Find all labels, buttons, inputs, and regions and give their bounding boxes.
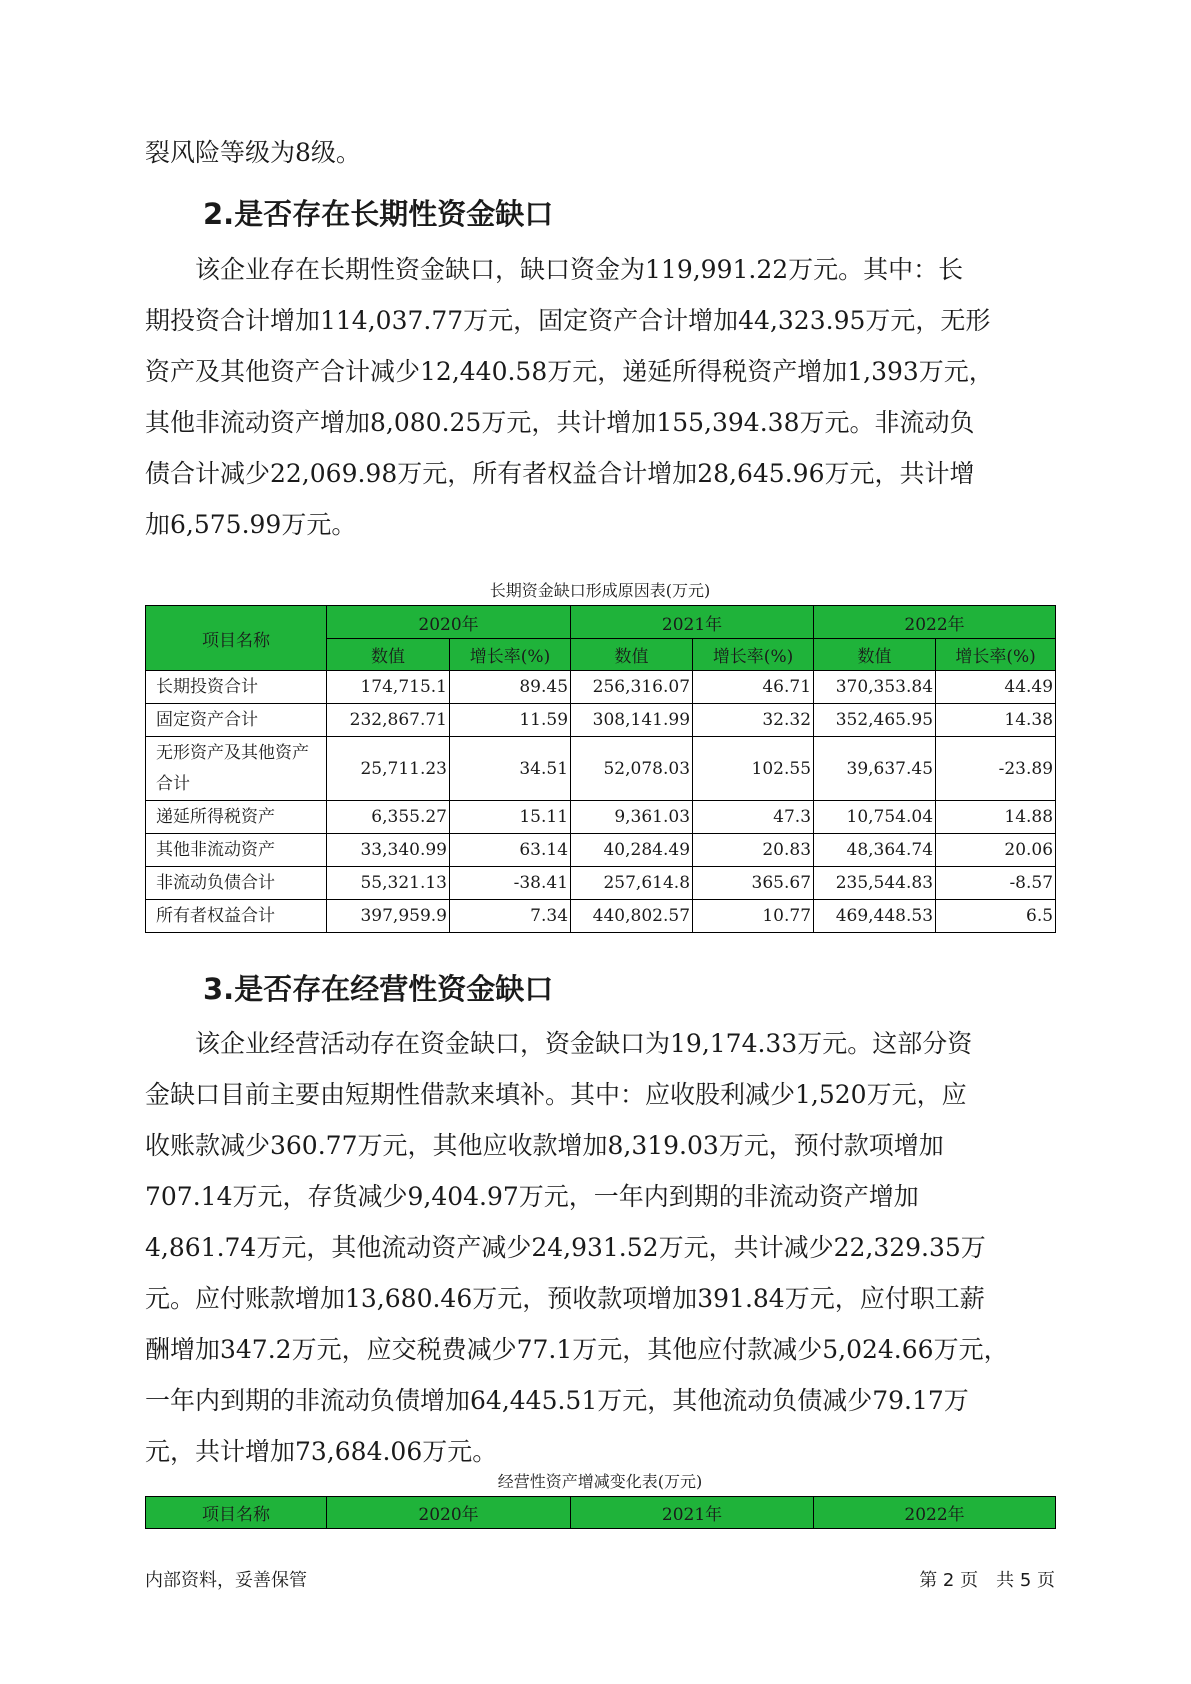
cell-value: 33,340.99 [327,834,450,867]
cell-value: 40,284.49 [571,834,693,867]
cell-growth: 6.5 [936,900,1056,933]
operating-assets-change-table [145,1496,1056,1529]
cell-growth: 89.45 [450,671,571,704]
header-growth-rate: 增长率(%) [936,639,1056,671]
cell-value: 10,754.04 [814,801,936,834]
cell-growth: 20.06 [936,834,1056,867]
cell-value: 235,544.83 [814,867,936,900]
cell-growth: -8.57 [936,867,1056,900]
row-name: 所有者权益合计 [146,900,327,933]
cell-value: 174,715.1 [327,671,450,704]
text-line: 该企业经营活动存在资金缺口，资金缺口为19,174.33万元。这部分资 [145,1029,973,1058]
cell-value: 52,078.03 [571,737,693,801]
text-line: 资产及其他资产合计减少12,440.58万元，递延所得税资产增加1,393万元， [145,357,994,386]
cell-value: 48,364.74 [814,834,936,867]
cell-value: 397,959.9 [327,900,450,933]
header-year-2021: 2021年 [571,1497,814,1529]
header-year-2020: 2020年 [327,1497,571,1529]
text-line: 一年内到期的非流动负债增加64,445.51万元，其他流动负债减少79.17万 [145,1386,969,1415]
section-2-heading: 2.是否存在长期性资金缺口 [203,197,554,231]
cell-value: 9,361.03 [571,801,693,834]
cell-value: 308,141.99 [571,704,693,737]
cell-growth: 11.59 [450,704,571,737]
table-row [146,834,1056,867]
text-line: 加6,575.99万元。 [145,510,357,539]
cell-growth: 44.49 [936,671,1056,704]
cell-growth: 32.32 [693,704,814,737]
footer-confidential-note: 内部资料，妥善保管 [145,1570,307,1591]
cell-growth: 14.88 [936,801,1056,834]
row-name: 递延所得税资产 [146,801,327,834]
cell-value: 352,465.95 [814,704,936,737]
section-2-paragraph [145,244,1045,550]
cell-growth: 46.71 [693,671,814,704]
row-name: 长期投资合计 [146,671,327,704]
row-name: 其他非流动资产 [146,834,327,867]
row-name: 固定资产合计 [146,704,327,737]
cell-growth: 63.14 [450,834,571,867]
cell-growth: 7.34 [450,900,571,933]
header-year-2022: 2022年 [814,606,1056,639]
text-line: 酬增加347.2万元，应交税费减少77.1万元，其他应付款减少5,024.66万元， [145,1335,1009,1364]
text-line: 元，共计增加73,684.06万元。 [145,1437,498,1466]
cell-growth: 47.3 [693,801,814,834]
header-item-name: 项目名称 [146,606,327,671]
table-2-caption: 经营性资产增减变化表(万元) [497,1472,703,1491]
cell-growth: 10.77 [693,900,814,933]
table-row [146,867,1056,900]
cell-growth: 20.83 [693,834,814,867]
header-value: 数值 [814,639,936,671]
table-row [146,737,1056,801]
header-growth-rate: 增长率(%) [693,639,814,671]
cell-growth: -38.41 [450,867,571,900]
text-line: 其他非流动资产增加8,080.25万元，共计增加155,394.38万元。非流动负 [145,408,975,437]
text-line: 收账款减少360.77万元，其他应收款增加8,319.03万元，预付款项增加 [145,1131,944,1160]
header-value: 数值 [327,639,450,671]
table-row [146,801,1056,834]
cell-growth: 365.67 [693,867,814,900]
text-line: 裂风险等级为8级。 [145,138,361,167]
cell-value: 55,321.13 [327,867,450,900]
table-row [146,671,1056,704]
cell-value: 469,448.53 [814,900,936,933]
footer-page-number: 第 2 页 共 5 页 [919,1570,1055,1591]
cell-growth: 34.51 [450,737,571,801]
text-line: 4,861.74万元，其他流动资产减少24,931.52万元，共计减少22,329.35万 [145,1233,986,1262]
cell-value: 25,711.23 [327,737,450,801]
cell-growth: 15.11 [450,801,571,834]
text-line: 元。应付账款增加13,680.46万元，预收款项增加391.84万元，应付职工薪 [145,1284,985,1313]
header-value: 数值 [571,639,693,671]
table-1-caption: 长期资金缺口形成原因表(万元) [489,581,711,600]
table-row [146,704,1056,737]
header-item-name: 项目名称 [146,1497,327,1529]
intro-line [145,127,1045,178]
cell-growth: 14.38 [936,704,1056,737]
cell-value: 257,614.8 [571,867,693,900]
cell-value: 39,637.45 [814,737,936,801]
text-line: 707.14万元，存货减少9,404.97万元，一年内到期的非流动资产增加 [145,1182,919,1211]
cell-value: 6,355.27 [327,801,450,834]
section-3-paragraph [145,1018,1045,1477]
long-term-funding-gap-table [145,605,1056,933]
cell-growth: 102.55 [693,737,814,801]
header-year-2020: 2020年 [327,606,571,639]
row-name: 非流动负债合计 [146,867,327,900]
cell-value: 232,867.71 [327,704,450,737]
table-row [146,900,1056,933]
text-line: 金缺口目前主要由短期性借款来填补。其中：应收股利减少1,520万元，应 [145,1080,967,1109]
cell-value: 440,802.57 [571,900,693,933]
cell-value: 256,316.07 [571,671,693,704]
section-3-heading: 3.是否存在经营性资金缺口 [203,972,554,1006]
cell-growth: -23.89 [936,737,1056,801]
row-name: 无形资产及其他资产合计 [146,737,327,801]
text-line: 债合计减少22,069.98万元，所有者权益合计增加28,645.96万元，共计增 [145,459,975,488]
header-year-2021: 2021年 [571,606,814,639]
header-growth-rate: 增长率(%) [450,639,571,671]
cell-value: 370,353.84 [814,671,936,704]
text-line: 期投资合计增加114,037.77万元，固定资产合计增加44,323.95万元，无形 [145,306,991,335]
header-year-2022: 2022年 [814,1497,1056,1529]
text-line: 该企业存在长期性资金缺口，缺口资金为119,991.22万元。其中：长 [145,255,964,284]
